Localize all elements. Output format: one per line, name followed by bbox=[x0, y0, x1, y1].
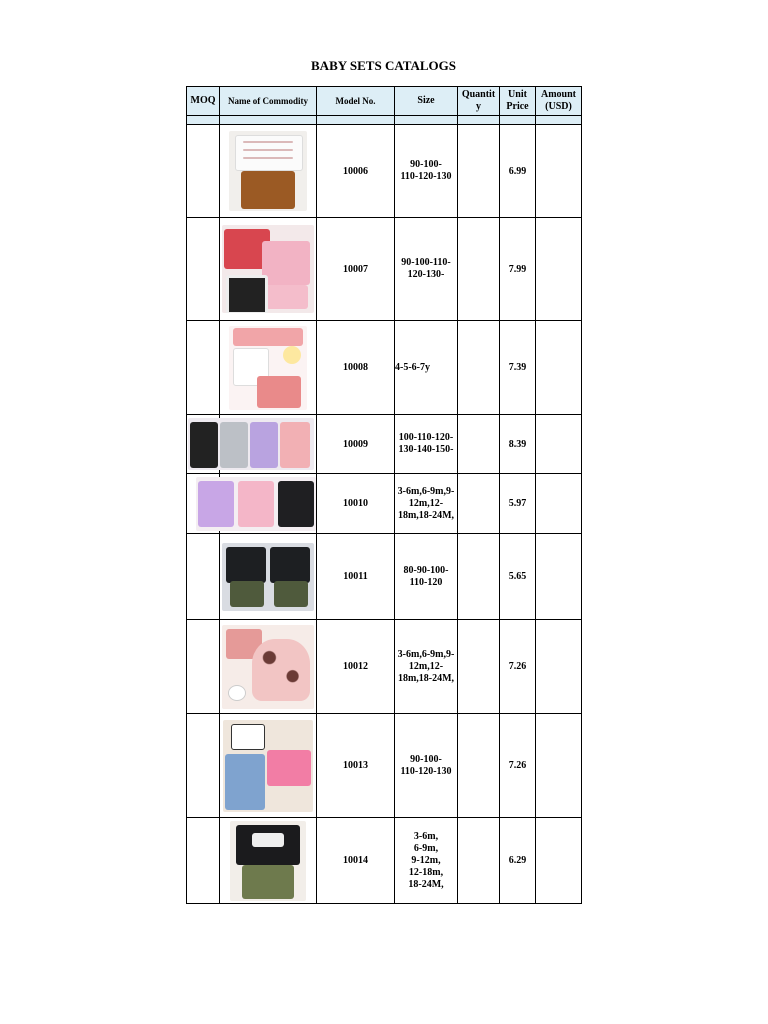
header-size: Size bbox=[395, 87, 458, 116]
commodity-cell bbox=[220, 125, 317, 218]
amount-cell bbox=[536, 125, 582, 218]
amount-cell bbox=[536, 534, 582, 620]
quantity-cell bbox=[458, 620, 500, 714]
header-name: Name of Commodity bbox=[220, 87, 317, 116]
quantity-cell bbox=[458, 125, 500, 218]
white-top-brown-skirt-photo bbox=[229, 131, 307, 211]
table-row bbox=[187, 474, 582, 534]
unit-price-cell: 6.99 bbox=[500, 125, 536, 218]
unit-price-cell: 7.26 bbox=[500, 620, 536, 714]
butterfly-tracksuits-photo bbox=[188, 418, 314, 470]
catalog-table bbox=[186, 86, 582, 904]
header-row bbox=[187, 87, 582, 116]
amount-cell bbox=[536, 620, 582, 714]
table-row bbox=[187, 714, 582, 818]
table-row bbox=[187, 415, 582, 474]
amount-cell bbox=[536, 218, 582, 321]
commodity-cell bbox=[220, 620, 317, 714]
model-cell: 10011 bbox=[317, 534, 395, 620]
quantity-cell bbox=[458, 415, 500, 474]
commodity-cell bbox=[220, 218, 317, 321]
model-cell: 10008 bbox=[317, 321, 395, 415]
size-cell: 90-100- 110-120-130 bbox=[395, 125, 458, 218]
header-unit-price: Unit Price bbox=[500, 87, 536, 116]
table-row bbox=[187, 620, 582, 714]
white-top-pink-shorts-photo bbox=[229, 326, 307, 410]
unit-price-cell: 5.65 bbox=[500, 534, 536, 620]
moq-cell bbox=[187, 534, 220, 620]
table-row bbox=[187, 534, 582, 620]
moq-cell bbox=[187, 818, 220, 904]
unit-price-cell: 8.39 bbox=[500, 415, 536, 474]
table-row bbox=[187, 125, 582, 218]
quantity-cell bbox=[458, 218, 500, 321]
unit-price-cell: 7.39 bbox=[500, 321, 536, 415]
size-cell: 3-6m, 6-9m, 9-12m, 12-18m, 18-24M, bbox=[395, 818, 458, 904]
commodity-cell bbox=[220, 415, 317, 474]
amount-cell bbox=[536, 415, 582, 474]
table-row bbox=[187, 818, 582, 904]
moq-cell bbox=[187, 321, 220, 415]
page-title: BABY SETS CATALOGS bbox=[311, 58, 456, 73]
size-cell: 3-6m,6-9m,9- 12m,12- 18m,18-24M, bbox=[395, 474, 458, 534]
table-row bbox=[187, 218, 582, 321]
model-cell: 10009 bbox=[317, 415, 395, 474]
amount-cell bbox=[536, 321, 582, 415]
model-cell: 10014 bbox=[317, 818, 395, 904]
unit-price-cell: 6.29 bbox=[500, 818, 536, 904]
quantity-cell bbox=[458, 818, 500, 904]
amount-cell bbox=[536, 474, 582, 534]
quantity-cell bbox=[458, 714, 500, 818]
header-amount: Amount (USD) bbox=[536, 87, 582, 116]
unit-price-cell: 7.99 bbox=[500, 218, 536, 321]
camo-hoodie-set-photo bbox=[222, 543, 314, 611]
quantity-cell bbox=[458, 321, 500, 415]
wild-tee-flare-jeans-photo bbox=[223, 720, 313, 812]
header-moq: MOQ bbox=[187, 87, 220, 116]
model-cell: 10006 bbox=[317, 125, 395, 218]
size-cell: 4-5-6-7y bbox=[395, 321, 458, 415]
commodity-cell bbox=[220, 474, 317, 534]
moq-cell bbox=[187, 218, 220, 321]
size-cell: 90-100- 110-120-130 bbox=[395, 714, 458, 818]
commodity-cell bbox=[220, 818, 317, 904]
size-cell: 3-6m,6-9m,9- 12m,12- 18m,18-24M, bbox=[395, 620, 458, 714]
header-quantity: Quantit y bbox=[458, 87, 500, 116]
amount-cell bbox=[536, 714, 582, 818]
model-cell: 10007 bbox=[317, 218, 395, 321]
size-cell: 100-110-120- 130-140-150- bbox=[395, 415, 458, 474]
quantity-cell bbox=[458, 534, 500, 620]
moq-cell bbox=[187, 714, 220, 818]
table-row bbox=[187, 321, 582, 415]
little-man-camo-set-photo bbox=[230, 821, 306, 901]
moq-cell bbox=[187, 125, 220, 218]
quantity-cell bbox=[458, 474, 500, 534]
model-cell: 10013 bbox=[317, 714, 395, 818]
header-model: Model No. bbox=[317, 87, 395, 116]
size-cell: 90-100-110- 120-130- bbox=[395, 218, 458, 321]
moq-cell bbox=[187, 620, 220, 714]
unit-price-cell: 7.26 bbox=[500, 714, 536, 818]
commodity-cell bbox=[220, 714, 317, 818]
leopard-dress-photo bbox=[222, 625, 314, 709]
amount-cell bbox=[536, 818, 582, 904]
pink-tweed-set-photo bbox=[222, 225, 314, 313]
commodity-cell bbox=[220, 321, 317, 415]
unit-price-cell: 5.97 bbox=[500, 474, 536, 534]
butterfly-baby-sets-photo bbox=[196, 477, 316, 531]
model-cell: 10010 bbox=[317, 474, 395, 534]
spacer-row bbox=[187, 116, 582, 125]
commodity-cell bbox=[220, 534, 317, 620]
model-cell: 10012 bbox=[317, 620, 395, 714]
size-cell: 80-90-100- 110-120 bbox=[395, 534, 458, 620]
